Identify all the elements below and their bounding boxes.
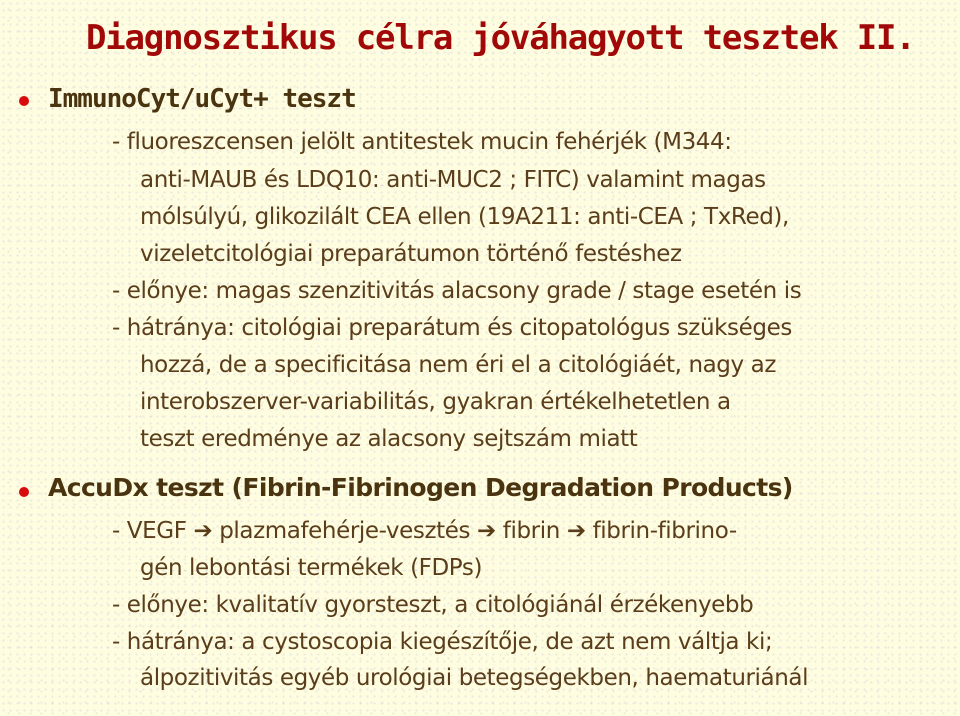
section2-line: - VEGF ➔ plazmafehérje-vesztés ➔ fibrin ➔ fibrin-fibrino- <box>112 518 737 544</box>
section2-line: - előnye: kvalitatív gyorsteszt, a citológiánál érzékenyebb <box>112 592 754 618</box>
section1-line: hozzá, de a specificitása nem éri el a citológiáét, nagy az <box>140 352 776 378</box>
section1-line: - hátránya: citológiai preparátum és citopatológus szükséges <box>112 315 792 341</box>
section1-line: mólsúlyú, glikozilált CEA ellen (19A211: anti-CEA ; TxRed), <box>140 204 789 230</box>
section2-line: álpozitivitás egyéb urológiai betegségekben, haematuriánál <box>140 665 809 691</box>
section1-line: vizeletcitológiai preparátumon történő festéshez <box>140 241 682 267</box>
section1-heading: ImmunoCyt/uCyt+ teszt <box>48 84 356 114</box>
bullet-icon <box>19 96 29 106</box>
slide-title: Diagnosztikus célra jóváhagyott tesztek II. <box>86 18 915 58</box>
section1-line: interobszerver-variabilitás, gyakran értékelhetetlen a <box>140 389 731 415</box>
section1-line: - előnye: magas szenzitivitás alacsony grade / stage esetén is <box>112 278 802 304</box>
section2-heading: AccuDx teszt (Fibrin-Fibrinogen Degradation Products) <box>48 473 793 502</box>
section2-line: gén lebontási termékek (FDPs) <box>140 555 483 581</box>
bullet-icon <box>19 487 29 497</box>
section1-line: anti-MAUB és LDQ10: anti-MUC2 ; FITC) valamint magas <box>140 167 766 193</box>
section1-line: - fluoreszcensen jelölt antitestek mucin fehérjék (M344: <box>112 129 732 155</box>
section1-line: teszt eredménye az alacsony sejtszám miatt <box>140 426 638 452</box>
section2-line: - hátránya: a cystoscopia kiegészítője, de azt nem váltja ki; <box>112 629 773 655</box>
